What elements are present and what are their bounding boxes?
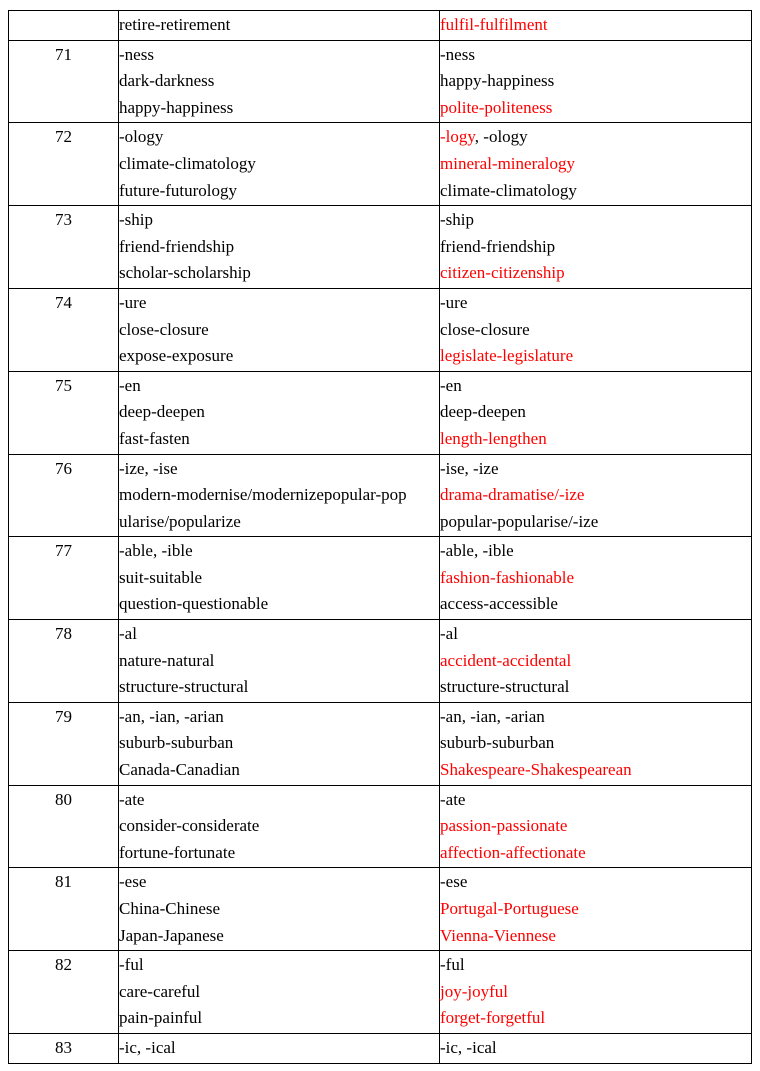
word-pair-line [440, 207, 751, 234]
word-pair-segment: -an, -ian, -arian [119, 706, 224, 726]
word-pair-line [119, 207, 439, 234]
word-pair-line [440, 648, 751, 675]
word-pair-line [440, 538, 751, 565]
word-pair-line [119, 1035, 439, 1062]
word-pair-segment: -ise, -ize [440, 458, 499, 478]
word-pair-line [440, 565, 751, 592]
row-number-cell [9, 785, 119, 868]
word-pair-segment: -ness [119, 44, 154, 64]
word-pair-line [440, 178, 751, 205]
word-pair-line [440, 426, 751, 453]
word-pair-line [119, 68, 439, 95]
examples-cell-left [119, 206, 440, 289]
suffix-table-body [9, 11, 752, 1064]
word-pair-line [440, 979, 751, 1006]
word-pair-segment: -able, -ible [119, 541, 193, 561]
word-pair-line [119, 399, 439, 426]
word-pair-segment: length-lengthen [440, 428, 547, 448]
examples-cell-left [119, 951, 440, 1034]
row-number: 74 [55, 292, 72, 312]
word-pair-segment: popular-popularise/-ize [440, 511, 599, 531]
word-pair-line [440, 260, 751, 287]
word-pair-segment: legislate-legislature [440, 346, 574, 366]
row-number-cell [9, 868, 119, 951]
row-number-cell [9, 123, 119, 206]
row-number: 79 [55, 706, 72, 726]
word-pair-line [119, 730, 439, 757]
examples-cell-left [119, 288, 440, 371]
examples-cell-left [119, 702, 440, 785]
word-pair-line [119, 787, 439, 814]
row-number-cell [9, 537, 119, 620]
word-pair-segment: -logy [440, 127, 475, 147]
word-pair-line [440, 730, 751, 757]
word-pair-line [440, 68, 751, 95]
word-pair-line [440, 757, 751, 784]
word-pair-segment: Japan-Japanese [119, 925, 224, 945]
word-pair-line [119, 12, 439, 39]
examples-cell-left [119, 11, 440, 41]
table-row [9, 702, 752, 785]
word-pair-line [440, 12, 751, 39]
word-pair-line [440, 95, 751, 122]
word-pair-line [440, 704, 751, 731]
row-number-cell [9, 1033, 119, 1063]
row-number-cell [9, 702, 119, 785]
word-pair-segment: China-Chinese [119, 899, 221, 918]
word-pair-line [119, 482, 439, 509]
word-pair-line [440, 813, 751, 840]
word-pair-line [119, 704, 439, 731]
word-pair-line [119, 648, 439, 675]
examples-cell-left [119, 454, 440, 537]
word-pair-line [119, 95, 439, 122]
word-pair-line [440, 373, 751, 400]
word-pair-line [119, 456, 439, 483]
word-pair-line [119, 42, 439, 69]
examples-cell-left [119, 620, 440, 703]
word-pair-segment: close-closure [440, 319, 530, 339]
examples-cell-left [119, 123, 440, 206]
word-pair-segment: -ology [119, 127, 164, 147]
word-pair-line [119, 290, 439, 317]
word-pair-line [440, 840, 751, 867]
word-pair-line [440, 621, 751, 648]
table-row [9, 123, 752, 206]
word-pair-segment: happy-happiness [119, 97, 234, 117]
word-pair-line [119, 813, 439, 840]
word-pair-segment: suburb-suburban [440, 733, 555, 753]
row-number-cell [9, 454, 119, 537]
word-pair-line [119, 840, 439, 867]
examples-cell-right [440, 702, 752, 785]
row-number: 81 [55, 872, 72, 892]
examples-cell-right [440, 537, 752, 620]
table-row [9, 868, 752, 951]
examples-cell-right [440, 1033, 752, 1063]
word-pair-segment: passion-passionate [440, 816, 568, 836]
table-row [9, 11, 752, 41]
word-pair-segment: -ic, -ical [440, 1037, 497, 1057]
examples-cell-left [119, 785, 440, 868]
word-pair-segment: modern-modernise/modernizepopular-pop [119, 485, 407, 505]
examples-cell-left [119, 868, 440, 951]
examples-cell-left [119, 40, 440, 123]
word-pair-segment: -ure [440, 292, 468, 312]
table-row [9, 371, 752, 454]
word-pair-line [119, 591, 439, 618]
word-pair-segment: forget-forgetful [440, 1008, 546, 1028]
word-pair-segment: scholar-scholarship [119, 263, 251, 283]
examples-cell-left [119, 371, 440, 454]
word-pair-segment: -ese [119, 872, 147, 892]
word-pair-segment: polite-politeness [440, 97, 553, 117]
row-number-cell [9, 206, 119, 289]
examples-cell-right [440, 11, 752, 41]
examples-cell-right [440, 454, 752, 537]
word-pair-segment: happy-happiness [440, 71, 555, 91]
row-number: 72 [55, 127, 72, 147]
word-pair-segment: care-careful [119, 981, 201, 1001]
examples-cell-right [440, 868, 752, 951]
row-number-cell [9, 620, 119, 703]
word-pair-line [119, 757, 439, 784]
word-pair-segment: ularise/popularize [119, 511, 241, 531]
examples-cell-right [440, 371, 752, 454]
word-pair-line [119, 260, 439, 287]
examples-cell-right [440, 288, 752, 371]
word-pair-segment: deep-deepen [440, 402, 526, 422]
word-pair-line [440, 674, 751, 701]
word-pair-segment: consider-considerate [119, 816, 260, 836]
row-number-cell [9, 951, 119, 1034]
word-pair-segment: -ship [440, 210, 474, 230]
word-pair-line [119, 426, 439, 453]
word-pair-segment: structure-structural [119, 677, 249, 697]
word-pair-line [119, 538, 439, 565]
word-pair-segment: accident-accidental [440, 650, 572, 670]
word-pair-segment: fulfil-fulfilment [440, 15, 548, 34]
word-pair-line [440, 124, 751, 151]
word-pair-segment: -ate [119, 789, 145, 809]
word-pair-line [119, 151, 439, 178]
word-pair-segment: Shakespeare-Shakespearean [440, 760, 632, 780]
word-pair-line [119, 674, 439, 701]
word-pair-segment: nature-natural [119, 650, 215, 670]
word-pair-line [119, 896, 439, 923]
word-pair-segment: structure-structural [440, 677, 570, 697]
word-pair-line [440, 151, 751, 178]
table-row [9, 40, 752, 123]
word-pair-segment: , -ology [474, 127, 528, 147]
word-pair-segment: suit-suitable [119, 567, 203, 587]
row-number: 77 [55, 541, 72, 561]
examples-cell-right [440, 40, 752, 123]
table-row [9, 206, 752, 289]
word-pair-line [119, 124, 439, 151]
word-pair-segment: drama-dramatise/-ize [440, 485, 585, 505]
row-number: 80 [55, 789, 72, 809]
row-number-cell [9, 371, 119, 454]
word-pair-line [440, 290, 751, 317]
word-pair-line [119, 178, 439, 205]
word-pair-segment: -en [440, 375, 462, 395]
table-row [9, 785, 752, 868]
word-pair-segment: citizen-citizenship [440, 263, 565, 283]
row-number: 73 [55, 210, 72, 230]
word-pair-segment: fashion-fashionable [440, 567, 575, 587]
examples-cell-right [440, 785, 752, 868]
word-pair-segment: -able, -ible [440, 541, 514, 561]
word-pair-segment: question-questionable [119, 594, 269, 614]
word-pair-line [440, 787, 751, 814]
word-pair-segment: affection-affectionate [440, 842, 586, 862]
row-number: 83 [55, 1037, 72, 1057]
word-pair-line [440, 896, 751, 923]
word-pair-segment: suburb-suburban [119, 733, 234, 753]
word-pair-line [440, 317, 751, 344]
word-pair-line [440, 952, 751, 979]
word-pair-segment: -al [119, 624, 137, 644]
word-pair-segment: -en [119, 375, 141, 395]
word-pair-line [119, 923, 439, 950]
row-number-cell [9, 288, 119, 371]
word-pair-line [440, 1005, 751, 1032]
row-number: 76 [55, 458, 72, 478]
examples-cell-right [440, 123, 752, 206]
word-pair-line [440, 591, 751, 618]
word-pair-segment: -ic, -ical [119, 1037, 176, 1057]
word-pair-segment: access-accessible [440, 594, 558, 614]
word-pair-line [119, 343, 439, 370]
word-pair-segment: fast-fasten [119, 428, 190, 448]
examples-cell-left [119, 537, 440, 620]
word-pair-line [119, 317, 439, 344]
word-pair-segment: -ese [440, 872, 468, 892]
row-number: 78 [55, 624, 72, 644]
row-number-cell [9, 11, 119, 41]
word-pair-line [440, 923, 751, 950]
word-pair-line [440, 399, 751, 426]
word-pair-segment: -ize, -ise [119, 458, 178, 478]
word-pair-segment: -an, -ian, -arian [440, 706, 545, 726]
table-row [9, 537, 752, 620]
word-pair-segment: friend-friendship [440, 236, 556, 256]
word-pair-segment: Canada-Canadian [119, 760, 240, 780]
word-pair-line [119, 621, 439, 648]
word-pair-segment: pain-painful [119, 1008, 203, 1028]
word-pair-segment: -ful [440, 955, 465, 975]
word-pair-line [119, 1005, 439, 1032]
word-pair-segment: mineral-mineralogy [440, 153, 576, 173]
word-pair-line [440, 234, 751, 261]
word-pair-segment: deep-deepen [119, 402, 205, 422]
word-pair-segment: -ate [440, 789, 466, 809]
word-pair-segment: fortune-fortunate [119, 842, 236, 862]
word-pair-line [440, 456, 751, 483]
row-number: 75 [55, 375, 72, 395]
word-pair-line [440, 343, 751, 370]
examples-cell-right [440, 206, 752, 289]
word-pair-segment: expose-exposure [119, 346, 234, 366]
word-pair-segment: close-closure [119, 319, 209, 339]
examples-cell-left [119, 1033, 440, 1063]
word-pair-segment: -al [440, 624, 458, 644]
word-pair-segment: Portugal-Portuguese [440, 899, 579, 918]
table-row [9, 620, 752, 703]
word-pair-segment: friend-friendship [119, 236, 235, 256]
examples-cell-right [440, 951, 752, 1034]
suffix-table [8, 10, 752, 1064]
word-pair-line [440, 1035, 751, 1062]
word-pair-line [119, 952, 439, 979]
word-pair-line [119, 234, 439, 261]
word-pair-segment: climate-climatology [119, 153, 256, 173]
word-pair-line [440, 869, 751, 896]
word-pair-segment: climate-climatology [440, 180, 577, 200]
table-row [9, 951, 752, 1034]
row-number-cell [9, 40, 119, 123]
word-pair-segment: -ship [119, 210, 153, 230]
word-pair-segment: Vienna-Viennese [440, 925, 556, 945]
word-pair-segment: joy-joyful [440, 981, 508, 1001]
table-row [9, 288, 752, 371]
examples-cell-right [440, 620, 752, 703]
word-pair-segment: -ful [119, 955, 144, 975]
table-row [9, 1033, 752, 1063]
word-pair-line [119, 373, 439, 400]
word-pair-line [119, 565, 439, 592]
word-pair-segment: future-futurology [119, 180, 238, 200]
word-pair-segment: -ness [440, 44, 475, 64]
word-pair-line [440, 482, 751, 509]
row-number: 71 [55, 44, 72, 64]
row-number: 82 [55, 955, 72, 975]
word-pair-segment: dark-darkness [119, 71, 215, 91]
word-pair-line [119, 509, 439, 536]
table-row [9, 454, 752, 537]
word-pair-line [440, 509, 751, 536]
word-pair-line [119, 979, 439, 1006]
word-pair-segment: retire-retirement [119, 15, 231, 34]
word-pair-line [440, 42, 751, 69]
word-pair-segment: -ure [119, 292, 147, 312]
word-pair-line [119, 869, 439, 896]
